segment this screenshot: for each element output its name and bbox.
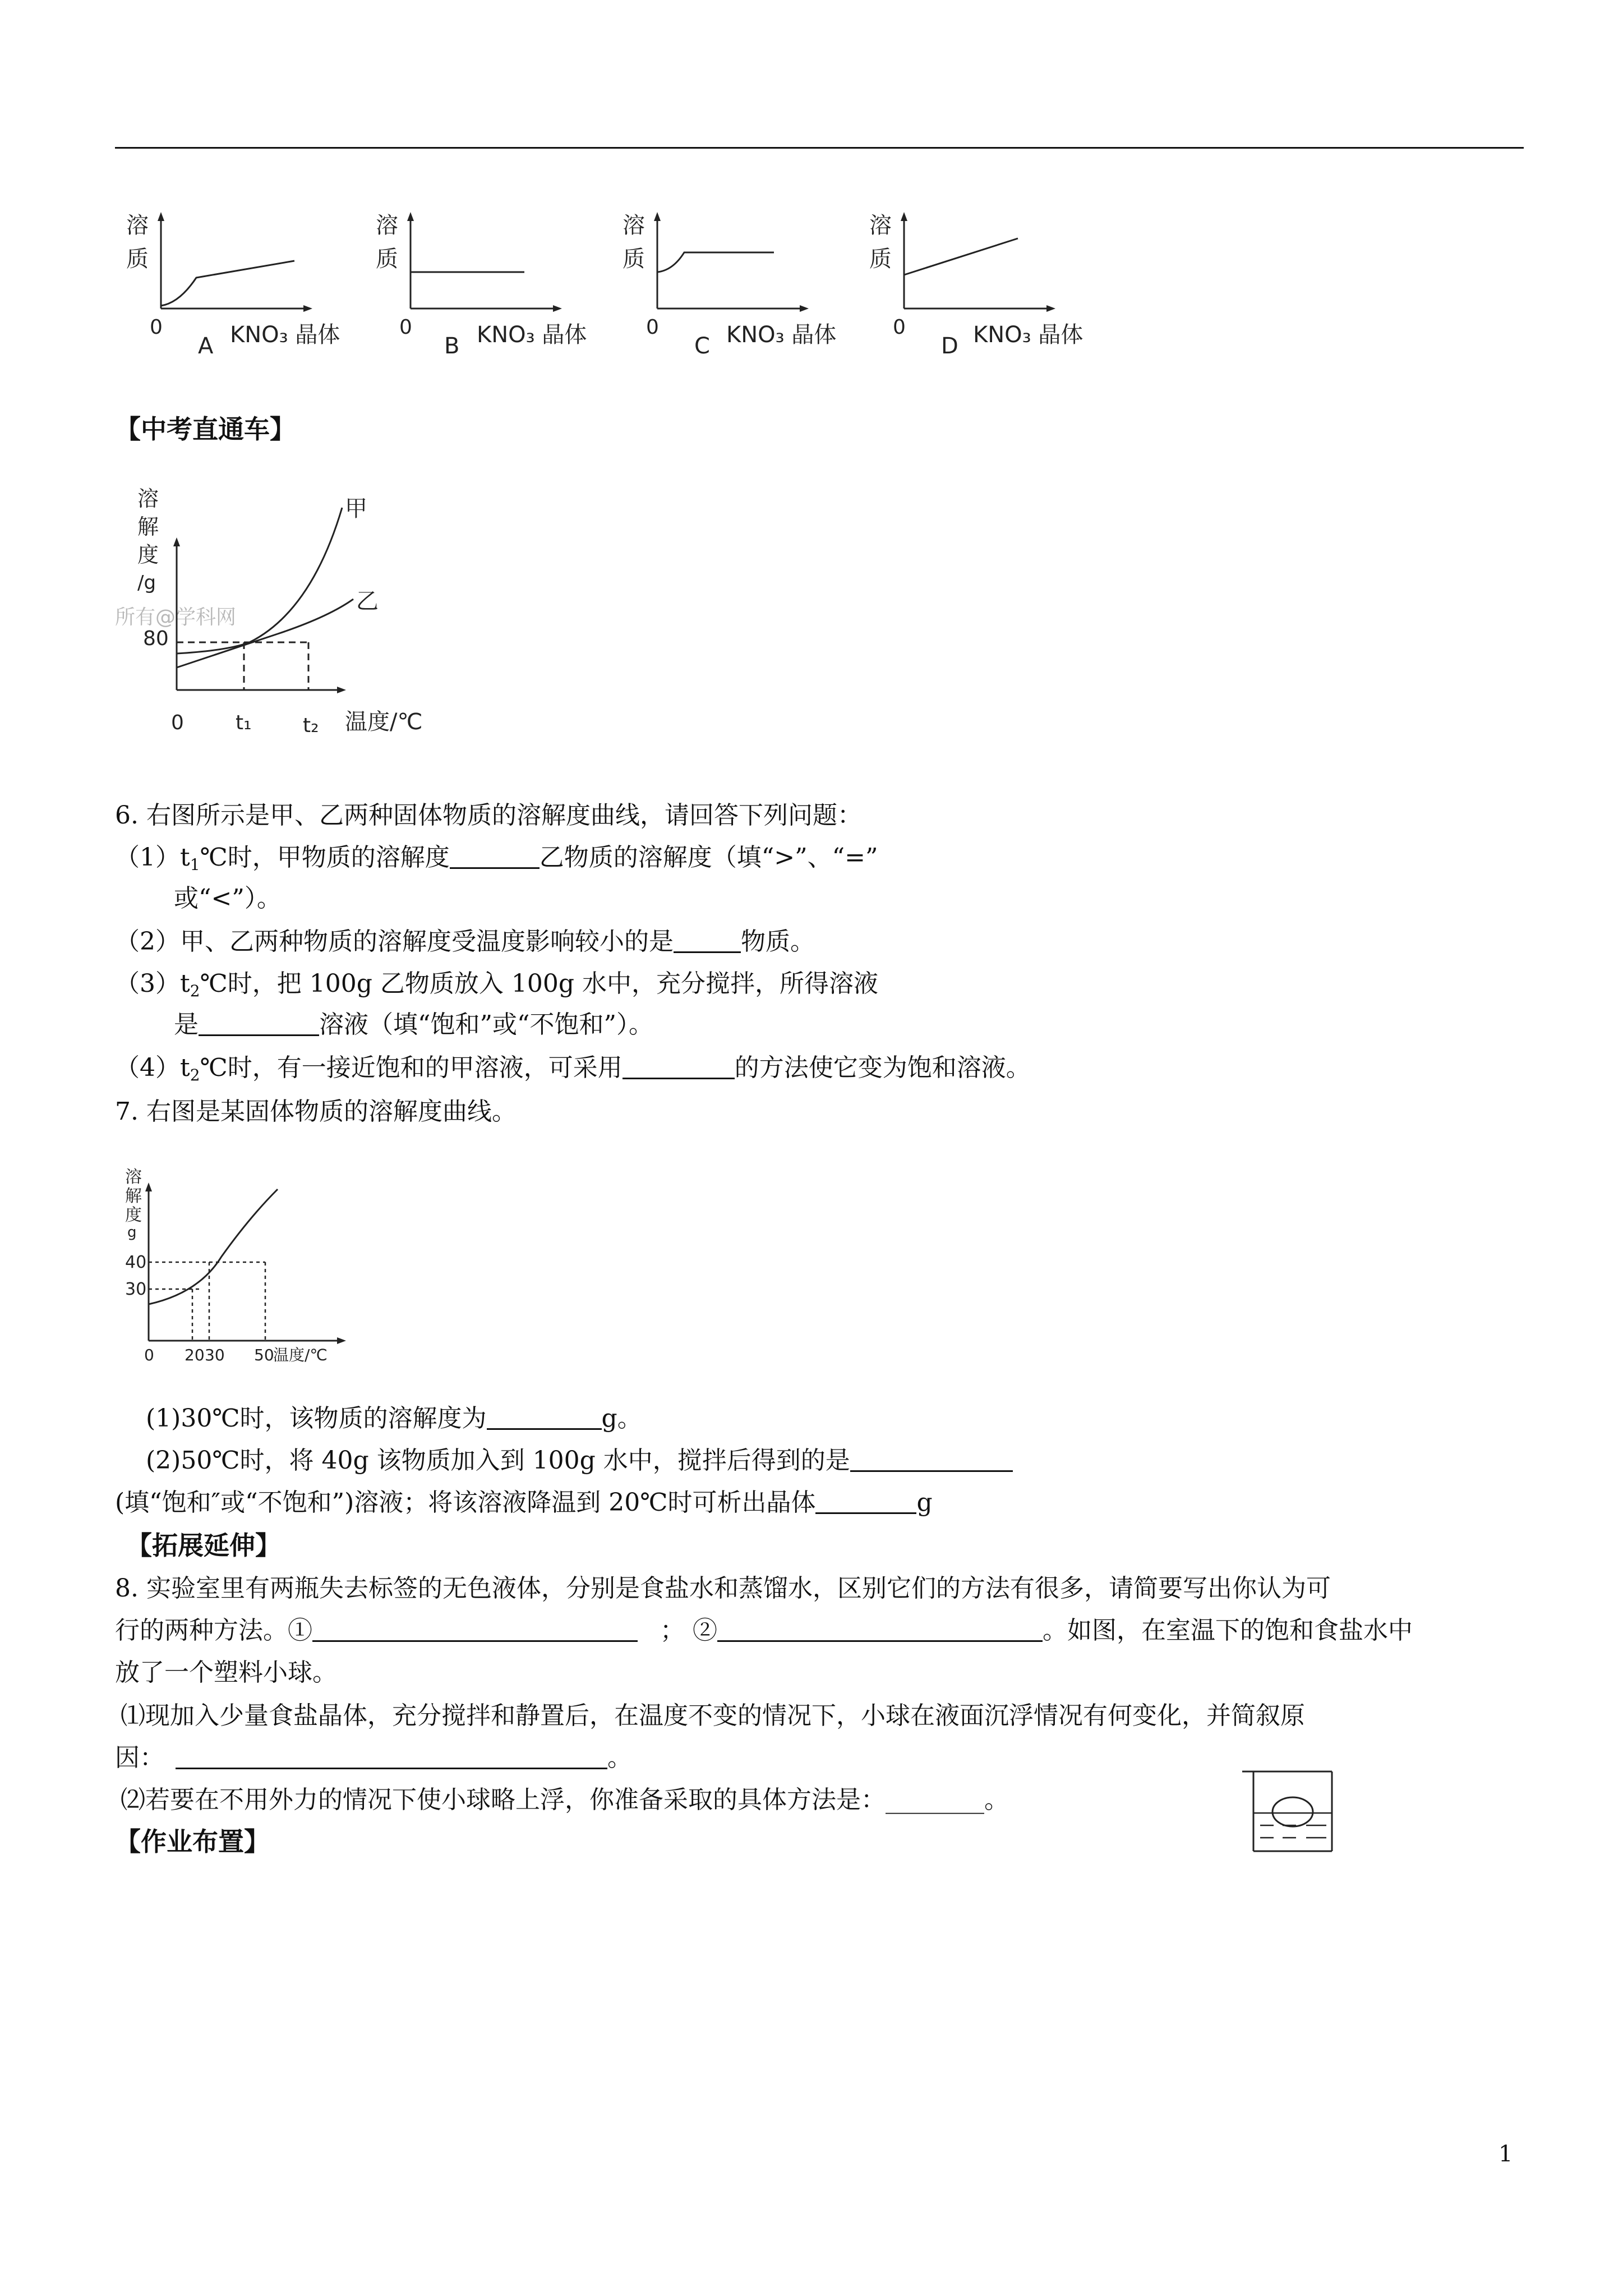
chart7-ylabel-2: 解 [125,1186,142,1206]
page-number: 1 [1498,2141,1513,2167]
chart6-ylabel-2: 解 [137,514,159,539]
beaker-ball-icon [1237,1767,1343,1860]
chart7-x-tick-0: 0 [144,1346,154,1364]
q6-p3-sub: 2 [190,982,200,1000]
q7-p2: (2)50℃时，将 40g 该物质加入到 100g 水中，搅拌后得到的是 [146,1446,850,1475]
q6-part3-cont [174,1011,653,1038]
q6-part3 [115,970,878,1000]
q8-sub1-line1: ⑴现加入少量食盐晶体，充分搅拌和静置后，在温度不变的情况下，小球在液面沉浮情况有何变化，并简叙原 [121,1701,1305,1730]
mini-chart-curve [161,261,294,306]
q6-part2 [115,928,815,955]
mini-chart-ylabel-2: 质 [623,246,645,272]
mini-chart-letter: A [198,333,214,359]
q8-sub2: ⑵若要在不用外力的情况下使小球略上浮，你准备采取的具体方法是：________。 [121,1786,1009,1814]
mini-chart-curve [657,252,774,272]
q8-l2-post: 。如图，在室温下的饱和食盐水中 [1043,1616,1413,1645]
q7-stem: 7. 右图是某固体物质的溶解度曲线。 [115,1097,517,1126]
q7-part1 [146,1405,642,1432]
q8-line2 [115,1617,1413,1644]
chart7-ylabel-3: 度 [125,1205,142,1225]
chart6-ylabel-3: 度 [137,542,159,567]
q6-p4-mid: ℃时，有一接近饱和的甲溶液，可采用 [200,1053,623,1082]
q7-p1-post: g。 [601,1404,642,1433]
q6-p2-post: 物质。 [741,927,815,956]
q7-p1-blank[interactable] [487,1406,602,1430]
q7-p2-cont-pre: (填“饱和″或“不饱和”)溶液；将该溶液降温到 20℃时可析出晶体 [115,1488,816,1517]
chart7-x-tick-20: 20 [185,1346,205,1364]
q6-p3-post: ℃时，把 100g 乙物质放入 100g 水中，充分搅拌，所得溶液 [200,969,878,998]
q7-p1-pre: (1)30℃时，该物质的溶解度为 [146,1404,487,1433]
q6-p3-cont-post: 溶液（填“饱和”或“不饱和”）。 [319,1010,653,1039]
q6-p1-blank[interactable] [450,845,540,869]
q8-method1-blank[interactable] [312,1618,638,1642]
q6-p2-blank[interactable] [674,929,741,953]
q6-part1 [115,844,878,874]
mini-chart-origin: 0 [646,316,659,339]
section-heading-tuozhan: 【拓展延伸】 [126,1530,281,1561]
q6-part1-cont: 或“<”）。 [174,884,282,913]
q7-p2-cont-post: g [916,1488,933,1517]
chart7-y-tick-30: 30 [125,1280,147,1299]
chart6-xlabel: 温度/℃ [345,709,423,735]
q6-p4-post: 的方法使它变为饱和溶液。 [734,1053,1031,1082]
chart7-xlabel: 温度/℃ [273,1346,328,1364]
mini-chart-ylabel-2: 质 [126,246,149,272]
chart7-curve [149,1189,278,1304]
curve-jia [177,508,342,654]
q8-sub1-line2 [115,1745,632,1772]
chart7-ylabel-1: 溶 [125,1167,142,1187]
section-heading-zuoye: 【作业布置】 [115,1826,270,1857]
q6-p1-mid: ℃时，甲物质的溶解度 [200,843,450,872]
q8-line3: 放了一个塑料小球。 [115,1658,337,1687]
q6-p2-pre: （2）甲、乙两种物质的溶解度受温度影响较小的是 [115,927,674,956]
q8-reason-blank[interactable] [176,1745,607,1769]
chart7-ylabel-4: g [127,1224,137,1241]
chart6-y-tick-80: 80 [143,627,169,650]
mini-chart-b [365,202,600,370]
chart6-series-yi: 乙 [356,588,379,614]
q6-p3-pre: （3）t [115,969,190,998]
q7-p2-cont-blank[interactable] [815,1490,916,1514]
chart6-watermark: 所有@学科网 [115,606,237,629]
q6-p4-blank[interactable] [623,1055,735,1079]
mini-chart-xlabel: KNO₃ 晶体 [230,322,340,348]
mini-chart-letter: B [444,333,460,359]
mini-chart-ylabel-2: 质 [869,246,892,272]
section-heading-zhongkao: 【中考直通车】 [115,414,296,444]
mini-chart-ylabel-2: 质 [376,246,398,272]
q6-p3-cont-pre: 是 [174,1010,199,1039]
q8-l2-mid: ； ② [660,1616,717,1645]
q7-p2-blank[interactable] [850,1448,1013,1472]
chart6-x-tick-t2: t₂ [303,714,319,737]
mini-chart-d [858,202,1094,370]
q6-p1-sub: 1 [190,855,200,874]
mini-chart-ylabel-1: 溶 [126,213,149,238]
solubility-chart-q6 [115,482,479,752]
q7-part2-cont [115,1489,933,1516]
mini-chart-a [115,202,351,370]
header-rule [115,147,1524,149]
mini-chart-letter: C [694,333,710,359]
q6-p4-pre: （4）t [115,1053,190,1082]
chart6-series-jia: 甲 [345,496,367,522]
chart6-x-tick-t1: t₁ [236,711,252,734]
q6-p3-blank[interactable] [199,1012,319,1036]
mini-chart-ylabel-1: 溶 [376,213,398,238]
chart6-origin: 0 [171,711,184,734]
mini-chart-ylabel-1: 溶 [869,213,892,238]
chart7-x-tick-50: 50 [254,1346,274,1364]
q8-line1: 8. 实验室里有两瓶失去标签的无色液体，分别是食盐水和蒸馏水，区别它们的方法有很多，请简要写出你认为可 [115,1574,1331,1603]
q6-p4-sub: 2 [190,1066,200,1084]
chart6-ylabel-4: /g [137,572,156,594]
chart7-x-tick-30: 30 [205,1346,225,1364]
q6-stem: 6. 右图所示是甲、乙两种固体物质的溶解度曲线，请回答下列问题： [115,801,862,830]
mini-chart-letter: D [941,333,958,359]
mini-chart-origin: 0 [893,316,906,339]
mini-chart-c [611,202,847,370]
mini-chart-xlabel: KNO₃ 晶体 [477,322,587,348]
q6-part4 [115,1055,1031,1084]
mini-chart-curve [904,238,1018,275]
q8-s1-l2-post: 。 [607,1743,632,1772]
q6-p1-pre: （1）t [115,843,190,872]
q8-method2-blank[interactable] [717,1618,1043,1642]
q7-part2 [146,1447,1013,1474]
mini-chart-xlabel: KNO₃ 晶体 [726,322,837,348]
mini-chart-origin: 0 [399,316,412,339]
q8-l2-pre: 行的两种方法。① [115,1616,312,1645]
chart6-ylabel-1: 溶 [137,486,159,511]
q6-p1-post: 乙物质的溶解度（填“>”、“=” [539,843,878,872]
mini-chart-origin: 0 [150,316,163,339]
mini-chart-xlabel: KNO₃ 晶体 [973,322,1083,348]
mini-chart-ylabel-1: 溶 [623,213,645,238]
chart7-y-tick-40: 40 [125,1253,147,1272]
q8-s1-l2-pre: 因： [115,1743,164,1772]
solubility-chart-q7 [115,1167,367,1374]
